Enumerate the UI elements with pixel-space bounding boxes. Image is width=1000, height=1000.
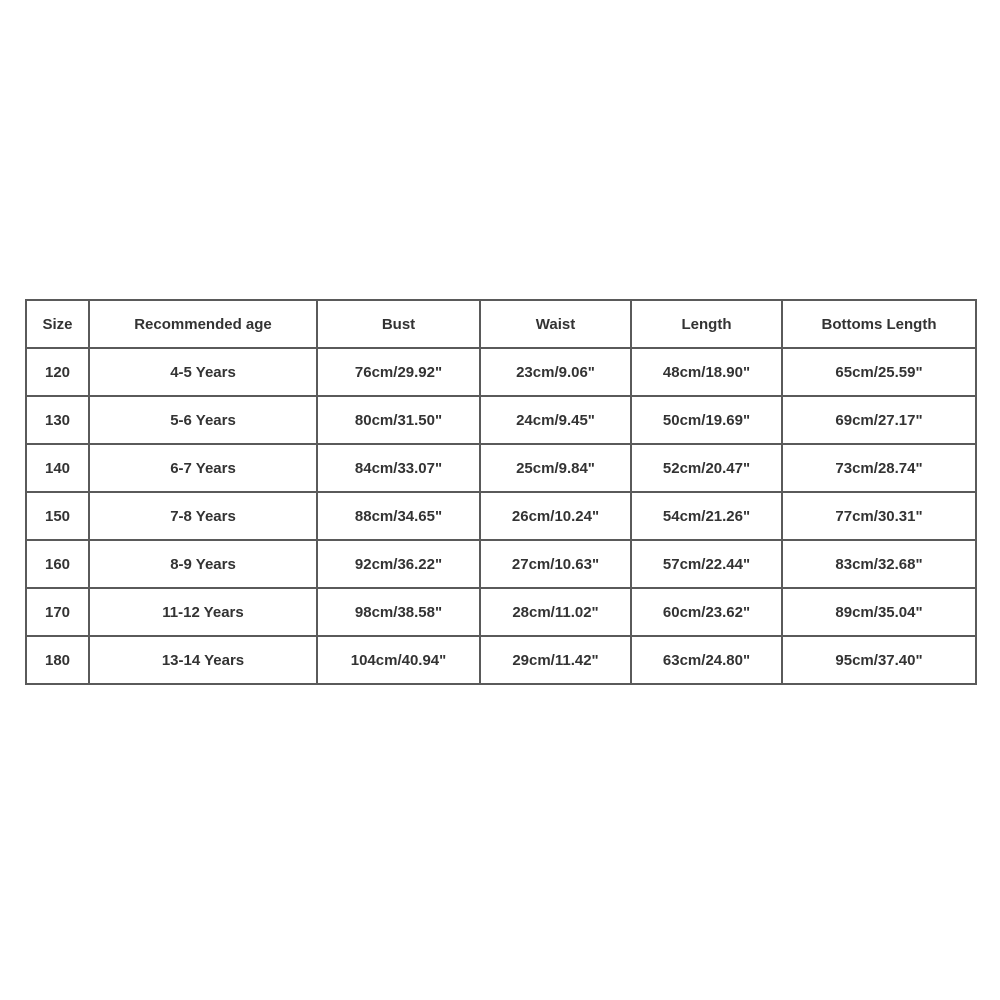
table-row (26, 588, 976, 636)
cell-bust: 92cm/36.22" (317, 540, 480, 588)
header-length: Length (631, 300, 782, 348)
cell-bust: 98cm/38.58" (317, 588, 480, 636)
cell-bust: 80cm/31.50" (317, 396, 480, 444)
cell-length: 57cm/22.44" (631, 540, 782, 588)
table-row (26, 396, 976, 444)
cell-waist: 23cm/9.06" (480, 348, 631, 396)
cell-recommended-age: 4-5 Years (89, 348, 317, 396)
size-chart-table (25, 299, 977, 685)
cell-size: 120 (26, 348, 89, 396)
table-row (26, 348, 976, 396)
cell-size: 160 (26, 540, 89, 588)
header-bust: Bust (317, 300, 480, 348)
cell-length: 63cm/24.80" (631, 636, 782, 684)
cell-size: 130 (26, 396, 89, 444)
table-row (26, 492, 976, 540)
cell-bust: 76cm/29.92" (317, 348, 480, 396)
cell-bust: 84cm/33.07" (317, 444, 480, 492)
cell-bust: 104cm/40.94" (317, 636, 480, 684)
cell-waist: 26cm/10.24" (480, 492, 631, 540)
cell-length: 48cm/18.90" (631, 348, 782, 396)
cell-waist: 24cm/9.45" (480, 396, 631, 444)
table-header-row (26, 300, 976, 348)
cell-bottoms-length: 77cm/30.31" (782, 492, 976, 540)
cell-recommended-age: 13-14 Years (89, 636, 317, 684)
cell-size: 180 (26, 636, 89, 684)
cell-bottoms-length: 65cm/25.59" (782, 348, 976, 396)
cell-bottoms-length: 73cm/28.74" (782, 444, 976, 492)
cell-recommended-age: 11-12 Years (89, 588, 317, 636)
table-row (26, 636, 976, 684)
cell-length: 60cm/23.62" (631, 588, 782, 636)
cell-bottoms-length: 83cm/32.68" (782, 540, 976, 588)
cell-recommended-age: 6-7 Years (89, 444, 317, 492)
table-row (26, 444, 976, 492)
table-row (26, 540, 976, 588)
cell-recommended-age: 5-6 Years (89, 396, 317, 444)
cell-waist: 28cm/11.02" (480, 588, 631, 636)
cell-size: 170 (26, 588, 89, 636)
cell-waist: 25cm/9.84" (480, 444, 631, 492)
cell-size: 140 (26, 444, 89, 492)
cell-bottoms-length: 95cm/37.40" (782, 636, 976, 684)
cell-recommended-age: 8-9 Years (89, 540, 317, 588)
header-recommended-age: Recommended age (89, 300, 317, 348)
header-waist: Waist (480, 300, 631, 348)
cell-length: 52cm/20.47" (631, 444, 782, 492)
cell-length: 50cm/19.69" (631, 396, 782, 444)
header-bottoms-length: Bottoms Length (782, 300, 976, 348)
cell-bottoms-length: 89cm/35.04" (782, 588, 976, 636)
cell-bust: 88cm/34.65" (317, 492, 480, 540)
cell-waist: 29cm/11.42" (480, 636, 631, 684)
cell-bottoms-length: 69cm/27.17" (782, 396, 976, 444)
cell-recommended-age: 7-8 Years (89, 492, 317, 540)
cell-length: 54cm/21.26" (631, 492, 782, 540)
cell-waist: 27cm/10.63" (480, 540, 631, 588)
cell-size: 150 (26, 492, 89, 540)
header-size: Size (26, 300, 89, 348)
